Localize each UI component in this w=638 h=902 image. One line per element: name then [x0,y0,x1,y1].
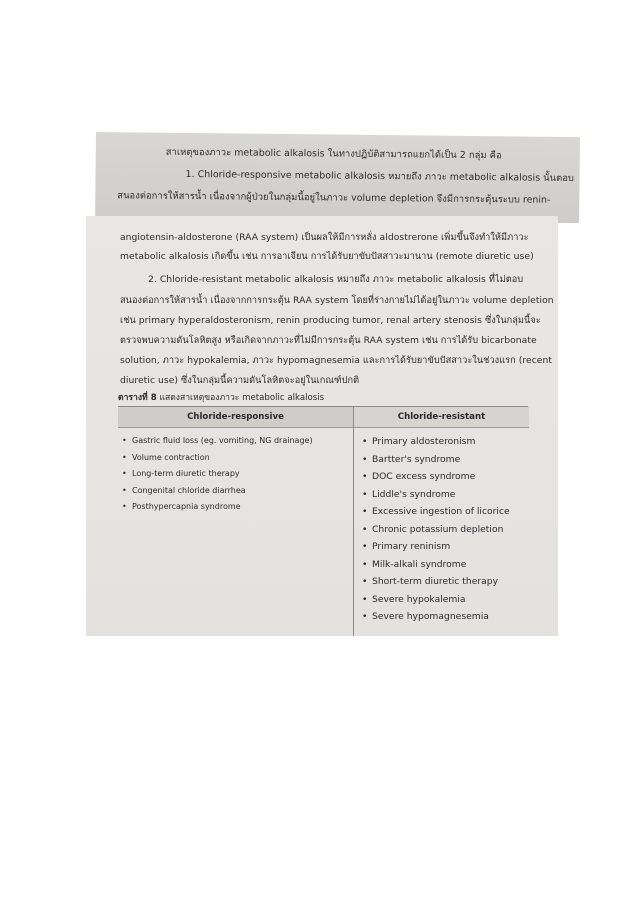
body-line-4: สนองต่อการให้สารน้ำ เนื่องจากการกระตุ้น RAA system โดยที่ร่างกายไม่ได้อยู่ในภาวะ volume depletion [120,295,554,306]
page-fragment-top [95,132,580,223]
intro-line: สาเหตุของภาวะ metabolic alkalosis ในทางปฏิบัติสามารถแยกได้เป็น 2 กลุ่ม คือ [165,146,502,162]
list-item: • Liddle's syndrome [362,486,527,504]
header-chloride-responsive: Chloride-responsive [118,407,353,428]
responsive-heading-line: 1. Chloride-responsive metabolic alkalosis หมายถึง ภาวะ metabolic alkalosis นั้นตอบ [185,168,575,185]
list-item: • Severe hypomagnesemia [362,608,527,626]
list-item: • Primary reninism [362,538,527,556]
causes-table [118,406,528,636]
body-line-1: angiotensin-aldosterone (RAA system) เป็นผลให้มีการหลั่ง aldostrerone เพิ่มขึ้นจึงทำให้มีภาวะ [120,232,529,243]
table-caption-text: แสดงสาเหตุของภาวะ metabolic alkalosis [159,393,325,403]
column-divider [353,427,354,636]
page-main [86,216,558,636]
list-item: • DOC excess syndrome [362,468,527,486]
list-item: • Short-term diuretic therapy [362,573,527,591]
resistant-heading-line: 2. Chloride-resistant metabolic alkalosis หมายถึง ภาวะ metabolic alkalosis ที่ไม่ตอบ [148,274,524,285]
list-item: • Long-term diuretic therapy [122,466,350,483]
list-item: • Primary aldosteronism [362,433,527,451]
resistant-list [362,433,527,626]
list-item: • Congenital chloride diarrhea [122,483,350,500]
body-line-6: ตรวจพบความดันโลหิตสูง หรือเกิดจากภาวะที่ไม่มีการกระตุ้น RAA system เช่น การได้รับ bicarbonate [120,335,537,346]
list-item: • Posthypercapnia syndrome [122,499,350,516]
list-item: • Chronic potassium depletion [362,521,527,539]
body-line-7: solution, ภาวะ hypokalemia, ภาวะ hypomagnesemia และการได้รับยาขับปัสสาวะในช่วงแรก (recent [120,355,553,366]
responsive-body-line: สนองต่อการให้สารน้ำ เนื่องจากผู้ป่วยในกลุ่มนี้อยู่ในภาวะ volume depletion จึงมีการกระตุ้นระบบ renin- [117,190,551,206]
list-item: • Milk-alkali syndrome [362,556,527,574]
list-item: • Bartter's syndrome [362,451,527,469]
table-caption [118,390,324,404]
responsive-list [122,433,350,516]
body-line-2: metabolic alkalosis เกิดขึ้น เช่น การอาเจียน การได้รับยาขับปัสสาวะมานาน (remote diuretic use) [120,251,534,262]
body-line-5: เช่น primary hyperaldosteronism, renin producing tumor, renal artery stenosis ซึ่งในกลุ่มนี้จะ [120,315,541,326]
list-item: • Gastric fluid loss (eg. vomiting, NG drainage) [122,433,350,450]
table-number: ตารางที่ 8 [118,393,157,403]
header-chloride-resistant: Chloride-resistant [353,407,529,428]
body-line-8: diuretic use) ซึ่งในกลุ่มนี้ความดันโลหิตจะอยู่ในเกณฑ์ปกติ [120,375,360,386]
list-item: • Volume contraction [122,450,350,467]
list-item: • Severe hypokalemia [362,591,527,609]
list-item: • Excessive ingestion of licorice [362,503,527,521]
